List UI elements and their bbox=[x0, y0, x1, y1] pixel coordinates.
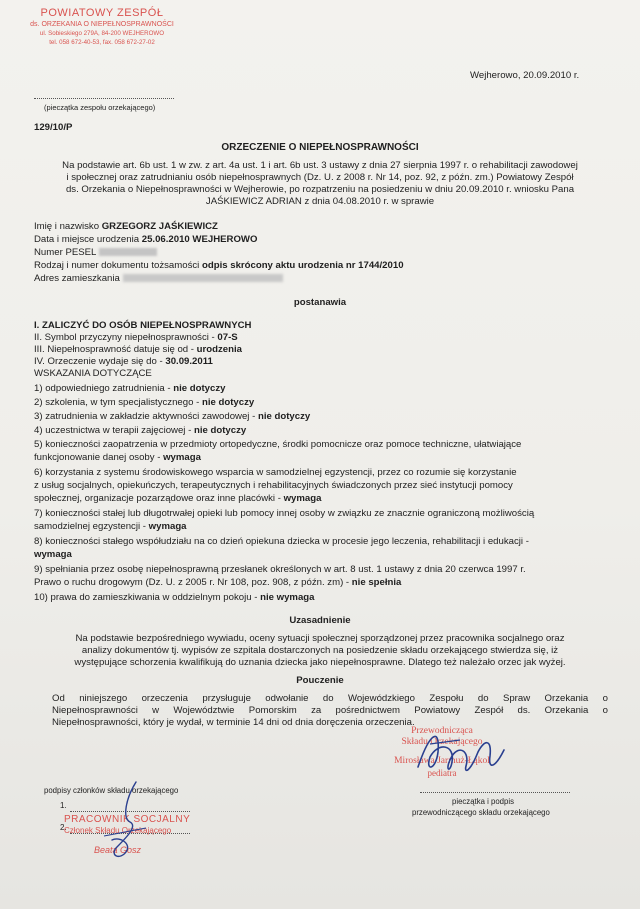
chair-stamp-line-1: Przewodnicząca bbox=[411, 726, 473, 736]
stamp-line-2: ds. ORZEKANIA O NIEPEŁNOSPRAWNOŚCI bbox=[30, 21, 174, 28]
indication-3-value: nie dotyczy bbox=[257, 411, 311, 422]
case-number: 129/10/P bbox=[34, 122, 73, 133]
place-date: Wejherowo, 20.09.2010 r. bbox=[470, 70, 580, 81]
birth-label: Data i miejsce urodzenia bbox=[34, 234, 140, 245]
indication-5-line-2 bbox=[34, 452, 614, 467]
member-signature bbox=[96, 778, 166, 868]
address-label: Adres zamieszkania bbox=[34, 273, 120, 284]
justification-title: Uzasadnienie bbox=[289, 615, 351, 626]
indication-2 bbox=[34, 397, 614, 411]
birth-value: 25.06.2010 WEJHEROWO bbox=[141, 234, 258, 245]
person-details bbox=[34, 221, 404, 286]
indication-5-value: wymaga bbox=[163, 452, 201, 463]
chair-dotted-line bbox=[420, 792, 570, 793]
indication-3 bbox=[34, 411, 614, 425]
decides-heading: postanawia bbox=[293, 297, 347, 308]
chair-caption-2: przewodniczącego składu orzekającego bbox=[412, 808, 550, 817]
justification-line-3: występujące schorzenia kwalifikują do uznania dziecka jako niepełnosprawne. Dlatego też należało orzec jak wyżej. bbox=[74, 657, 566, 668]
indication-7-label: samodzielnej egzystencji - bbox=[34, 521, 149, 532]
indication-6-line-1: 6) korzystania z systemu środowiskowego wsparcia w samodzielnej egzystencji, przez co rozumie się korzystanie bbox=[34, 467, 517, 478]
person-name-row bbox=[34, 221, 404, 234]
indication-5-label: funkcjonowanie danej osoby - bbox=[34, 452, 164, 463]
intro-paragraph bbox=[34, 160, 606, 208]
indication-6-label: społecznej, organizacje pozarządowe oraz inne placówki - bbox=[34, 493, 284, 504]
indication-5-line-1: 5) konieczności zaopatrzenia w przedmioty ortopedyczne, środki pomocnicze oraz pomoce techniczne, ułatwiające bbox=[34, 439, 522, 450]
institution-stamp bbox=[22, 6, 182, 47]
indication-8-value: wymaga bbox=[34, 549, 72, 560]
name-value: GRZEGORZ JAŚKIEWICZ bbox=[101, 221, 218, 232]
indication-1 bbox=[34, 383, 614, 397]
section-i: I. ZALICZYĆ DO OSÓB NIEPEŁNOSPRAWNYCH bbox=[34, 320, 252, 331]
indication-2-value: nie dotyczy bbox=[201, 397, 255, 408]
indication-4-value: nie dotyczy bbox=[193, 425, 247, 436]
section-iv-value: 30.09.2011 bbox=[165, 356, 213, 367]
person-pesel-row bbox=[34, 247, 404, 260]
instruction-line-3: Niepełnosprawności, który je wydał, w terminie 14 dni od dnia doręczenia orzeczenia. bbox=[52, 717, 415, 728]
intro-line-2: i społecznej oraz zatrudnianiu osób niepełnosprawnych (Dz. U. z 2008 r. Nr 14, poz. 92, z późn. zm.) Powiatowy Zespół bbox=[66, 172, 574, 183]
indication-1-value: nie dotyczy bbox=[173, 383, 226, 394]
intro-line-3: ds. Orzekania o Niepełnosprawności w Wejherowie, po rozpatrzeniu na posiedzeniu w dniu 20.09.2010 r. wniosku Pana bbox=[65, 184, 575, 195]
document-title: ORZECZENIE O NIEPEŁNOSPRAWNOŚCI bbox=[221, 142, 419, 153]
section-ii-label: II. Symbol przyczyny niepełnosprawności - bbox=[34, 332, 218, 343]
intro-line-1: Na podstawie art. 6b ust. 1 w zw. z art. 4a ust. 1 i art. 6b ust. 3 ustawy z dnia 27 sierpnia 1997 r. o rehabilitacji zawodowej bbox=[62, 160, 578, 171]
address-redaction bbox=[123, 274, 283, 282]
section-iii-label: III. Niepełnosprawność datuje się od - bbox=[34, 344, 197, 355]
person-address-row bbox=[34, 273, 404, 286]
stamp-dotted-line bbox=[34, 98, 174, 99]
chair-stamp-line-4: pediatra bbox=[427, 768, 457, 778]
indication-7-line-2 bbox=[34, 521, 614, 536]
indications-title: WSKAZANIA DOTYCZĄCE bbox=[34, 368, 152, 379]
instruction-line-1: Od niniejszego orzeczenia przysługuje odwołanie do Wojewódzkiego Zespołu do Spraw Orzekania o bbox=[52, 693, 608, 704]
document-value: odpis skrócony aktu urodzenia nr 1744/2010 bbox=[201, 260, 404, 271]
indication-3-label: 3) zatrudnienia w zakładzie aktywności zawodowej - bbox=[34, 411, 258, 422]
members-caption: podpisy członków składu orzekającego bbox=[44, 786, 179, 795]
indication-9-label: Prawo o ruchu drogowym (Dz. U. z 2005 r. Nr 108, poz. 908, z późn. zm) - bbox=[34, 577, 352, 588]
chair-stamp-line-2: Składu Orzekającego bbox=[401, 737, 483, 747]
stamp-line-4: tel. 058 672-40-53, fax. 058 672-27-02 bbox=[49, 39, 155, 46]
stamp-caption: (pieczątka zespołu orzekającego) bbox=[44, 103, 156, 112]
member-2-number: 2. bbox=[60, 823, 67, 832]
social-worker-line-3: Beata Gosz bbox=[94, 845, 142, 855]
indication-10 bbox=[34, 592, 614, 606]
indication-9-value: nie spełnia bbox=[351, 577, 402, 588]
section-ii-value: 07-S bbox=[217, 332, 238, 343]
section-iii-value: urodzenia bbox=[196, 344, 242, 355]
indication-10-label: 10) prawa do zamieszkiwania w oddzielnym pokoju - bbox=[34, 592, 261, 603]
stamp-line-3: ul. Sobieskiego 279A, 84-200 WEJHEROWO bbox=[39, 30, 165, 37]
indication-1-label: 1) odpowiedniego zatrudnienia - bbox=[34, 383, 174, 394]
chair-signature bbox=[400, 722, 520, 782]
intro-line-4: JAŚKIEWICZ ADRIAN z dnia 04.08.2010 r. w sprawie bbox=[205, 196, 435, 207]
social-worker-line-2: Członek Składu Orzekającego bbox=[64, 826, 172, 835]
pesel-redaction bbox=[99, 248, 157, 256]
instruction-paragraph bbox=[52, 693, 608, 729]
instruction-line-2: Niepełnosprawności w Województwie Pomorskim za pośrednictwem Powiatowy Zespół ds. Orzekania o bbox=[52, 705, 608, 716]
person-document-row bbox=[34, 260, 404, 273]
social-worker-line-1: PRACOWNIK SOCJALNY bbox=[64, 814, 191, 825]
section-iv bbox=[34, 356, 614, 368]
section-iv-label: IV. Orzeczenie wydaje się do - bbox=[34, 356, 166, 367]
indication-7-line-1: 7) konieczności stałej lub długotrwałej opieki lub pomocy innej osoby w związku ze znacznie ograniczoną możliwością bbox=[34, 508, 535, 519]
justification-line-2: analizy dokumentów tj. wypisów ze szpitala dostarczonych na posiedzenie składu orzekającego stwierdza się, iż bbox=[81, 645, 559, 656]
instruction-title: Pouczenie bbox=[296, 675, 344, 686]
indication-9-line-2 bbox=[34, 577, 614, 592]
justification-line-1: Na podstawie bezpośredniego wywiadu, oceny sytuacji społecznej sporządzonej przez pracownika socjalnego oraz bbox=[75, 633, 565, 644]
indication-4-label: 4) uczestnictwa w terapii zajęciowej - bbox=[34, 425, 194, 436]
person-birth-row bbox=[34, 234, 404, 247]
chair-stamp-line-3: Mirosława Jarmuż-Łąkol bbox=[394, 756, 490, 766]
indication-4 bbox=[34, 425, 614, 439]
indication-10-value: nie wymaga bbox=[260, 592, 315, 603]
name-label: Imię i nazwisko bbox=[34, 221, 100, 232]
section-iii bbox=[34, 344, 614, 356]
indication-2-label: 2) szkolenia, w tym specjalistycznego - bbox=[34, 397, 202, 408]
indication-9-line-1: 9) spełniania przez osobę niepełnosprawną przesłanek określonych w art. 8 ust. 1 ustawy z dnia 20 czerwca 1997 r. bbox=[34, 564, 526, 575]
decision-sections bbox=[34, 320, 614, 606]
indication-6-line-2: z usług socjalnych, opiekuńczych, terapeutycznych i rehabilitacyjnych świadczonych przez sieć instytucji pomocy bbox=[34, 480, 513, 491]
indication-6-line-3 bbox=[34, 493, 614, 508]
indication-6-value: wymaga bbox=[283, 493, 322, 504]
stamp-line-1: POWIATOWY ZESPÓŁ bbox=[40, 7, 164, 19]
member-1-number: 1. bbox=[60, 801, 67, 810]
pesel-label: Numer PESEL bbox=[34, 247, 97, 258]
indication-7-value: wymaga bbox=[148, 521, 187, 532]
indication-8-line-1: 8) konieczności stałego współudziału na co dzień opiekuna dziecka w procesie jego leczenia, rehabilitacji i edukacji - bbox=[34, 536, 529, 547]
justification-paragraph bbox=[34, 633, 606, 669]
section-ii bbox=[34, 332, 614, 344]
document-label: Rodzaj i numer dokumentu tożsamości bbox=[34, 260, 200, 271]
chair-caption-1: pieczątka i podpis bbox=[452, 797, 514, 806]
